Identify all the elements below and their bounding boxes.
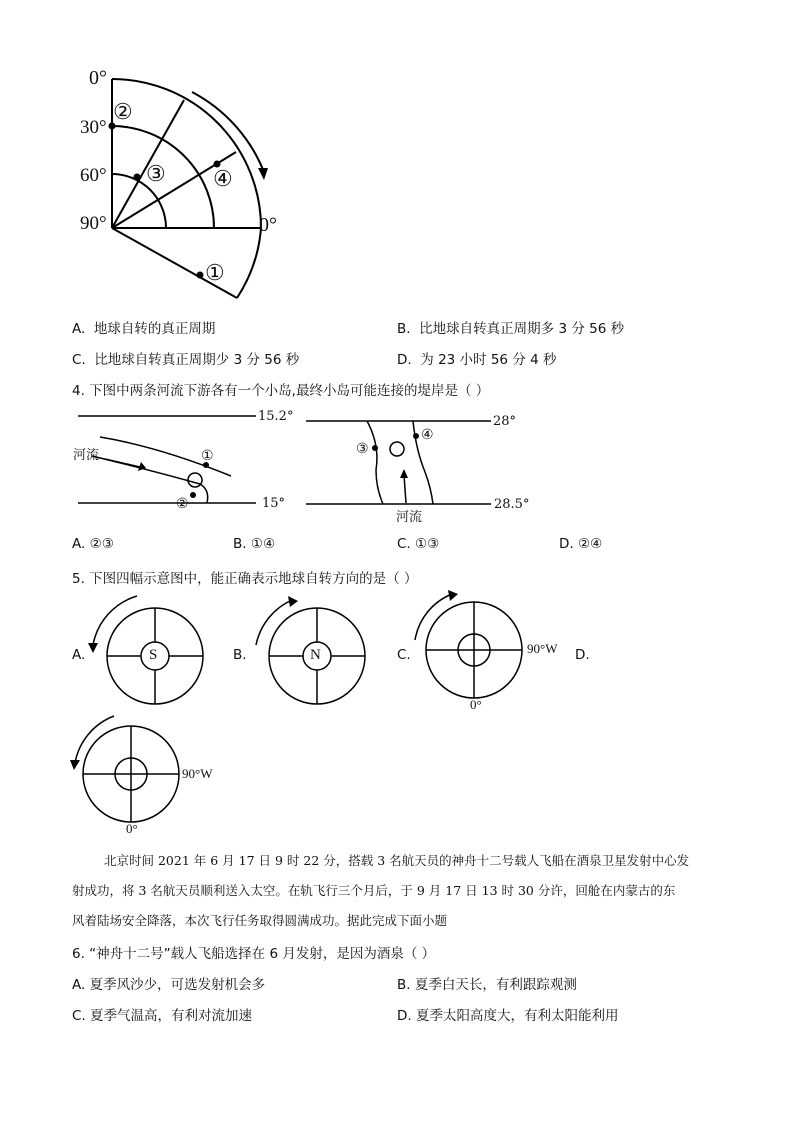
option-key: D. [397,1008,412,1024]
fig3-point-2: ② [113,99,133,124]
option-text: 夏季气温高，有利对流加速 [90,1008,253,1024]
option-key: B. [397,321,411,337]
option-key: C. [397,536,411,552]
q5-key-b[interactable]: B. [233,647,247,663]
left-point-2-label: ② [176,496,189,512]
option-text: 夏季白天长，有利跟踪观测 [414,977,577,993]
left-point-1-label: ① [201,448,214,464]
fig-a-arrowhead [88,643,98,653]
option-text: 比地球自转真正周期多 3 分 56 秒 [419,321,625,337]
fig-d-bottom-label: 0° [126,821,138,836]
option-key: C. [72,352,86,368]
fig3-point-4: ④ [213,166,233,191]
option-text: ②③ [89,536,114,552]
q6-option-d[interactable] [397,1004,618,1024]
fig-a-center-label: S [149,647,158,663]
option-text: 地球自转的真正周期 [93,321,216,337]
q6-option-b[interactable] [397,973,577,993]
option-text: 比地球自转真正周期少 3 分 56 秒 [94,352,300,368]
option-key: B. [233,536,247,552]
fig3-lat-30: 30° [80,117,107,138]
right-bottom-lat-label: 28.5° [494,497,530,512]
left-river-label: 河流 [73,448,100,463]
option-text: ①③ [415,536,440,552]
option-text: 夏季太阳高度大，有利太阳能利用 [415,1008,619,1024]
q5-key-c[interactable]: C. [397,647,411,663]
fig-c-arrowhead [448,590,458,601]
q6-option-a[interactable] [72,973,265,993]
right-river-label: 河流 [396,510,423,525]
option-text: 夏季风沙少，可选发射机会多 [89,977,266,993]
left-top-lat-label: 15.2° [258,409,294,424]
option-text: ①④ [250,536,276,552]
right-top-lat-label: 28° [493,414,517,429]
q6-option-c[interactable] [72,1004,252,1024]
fig-c-side-label: 90°W [527,641,558,656]
fig-b-arrowhead [288,596,298,607]
fig-c-bottom-label: 0° [470,697,482,712]
fig-d-side-label: 90°W [182,766,213,781]
option-key: A. [72,536,86,552]
option-key: B. [397,977,411,993]
fig3-lat-0: 0° [89,67,107,89]
passage-line-3: 风着陆场安全降落，本次飞行任务取得圆满成功。据此完成下面小题 [72,913,448,928]
option-key: C. [72,1008,86,1024]
fig-b-center-label: N [310,647,321,663]
q5-key-d[interactable]: D. [575,647,590,663]
q4-stem: 4. 下图中两条河流下游各有一个小岛,最终小岛可能连接的堤岸是（ ） [72,383,490,399]
fig-c [415,594,522,698]
fig3-point-1: ① [205,260,225,285]
option-text: 为 23 小时 56 分 4 秒 [420,352,557,368]
right-point-4-label: ④ [421,427,434,443]
fig3-point-3: ③ [146,161,166,186]
fig3-lat-90: 90° [80,213,107,234]
fig3-lat-60: 60° [80,165,107,186]
option-text: ②④ [577,536,603,552]
fig-a [93,596,203,704]
fig-d-arrowhead [70,760,80,770]
q5-stem: 5. 下图四幅示意图中，能正确表示地球自转方向的是（ ） [72,571,418,587]
fig-d [75,716,179,822]
option-key: D. [397,352,412,368]
left-bottom-lat-label: 15° [262,496,286,511]
passage-line-2: 射成功，将 3 名航天员顺利送入太空。在轨飞行三个月后，于 9 月 17 日 13 时 30 分许，回舱在内蒙古的东 [72,883,676,898]
option-key: A. [72,321,86,337]
option-key: D. [559,536,574,552]
right-point-3-label: ③ [356,441,369,457]
q5-key-a[interactable]: A. [72,647,86,663]
option-key: A. [72,977,86,993]
passage-line-1: 北京时间 2021 年 6 月 17 日 9 时 22 分，搭载 3 名航天员的神舟十二号载人飞船在酒泉卫星发射中心发 [104,853,690,868]
q6-stem: 6. “神舟十二号”载人飞船选择在 6 月发射，是因为酒泉（ ） [72,946,436,962]
fig3-lon-0: 0° [259,214,277,236]
